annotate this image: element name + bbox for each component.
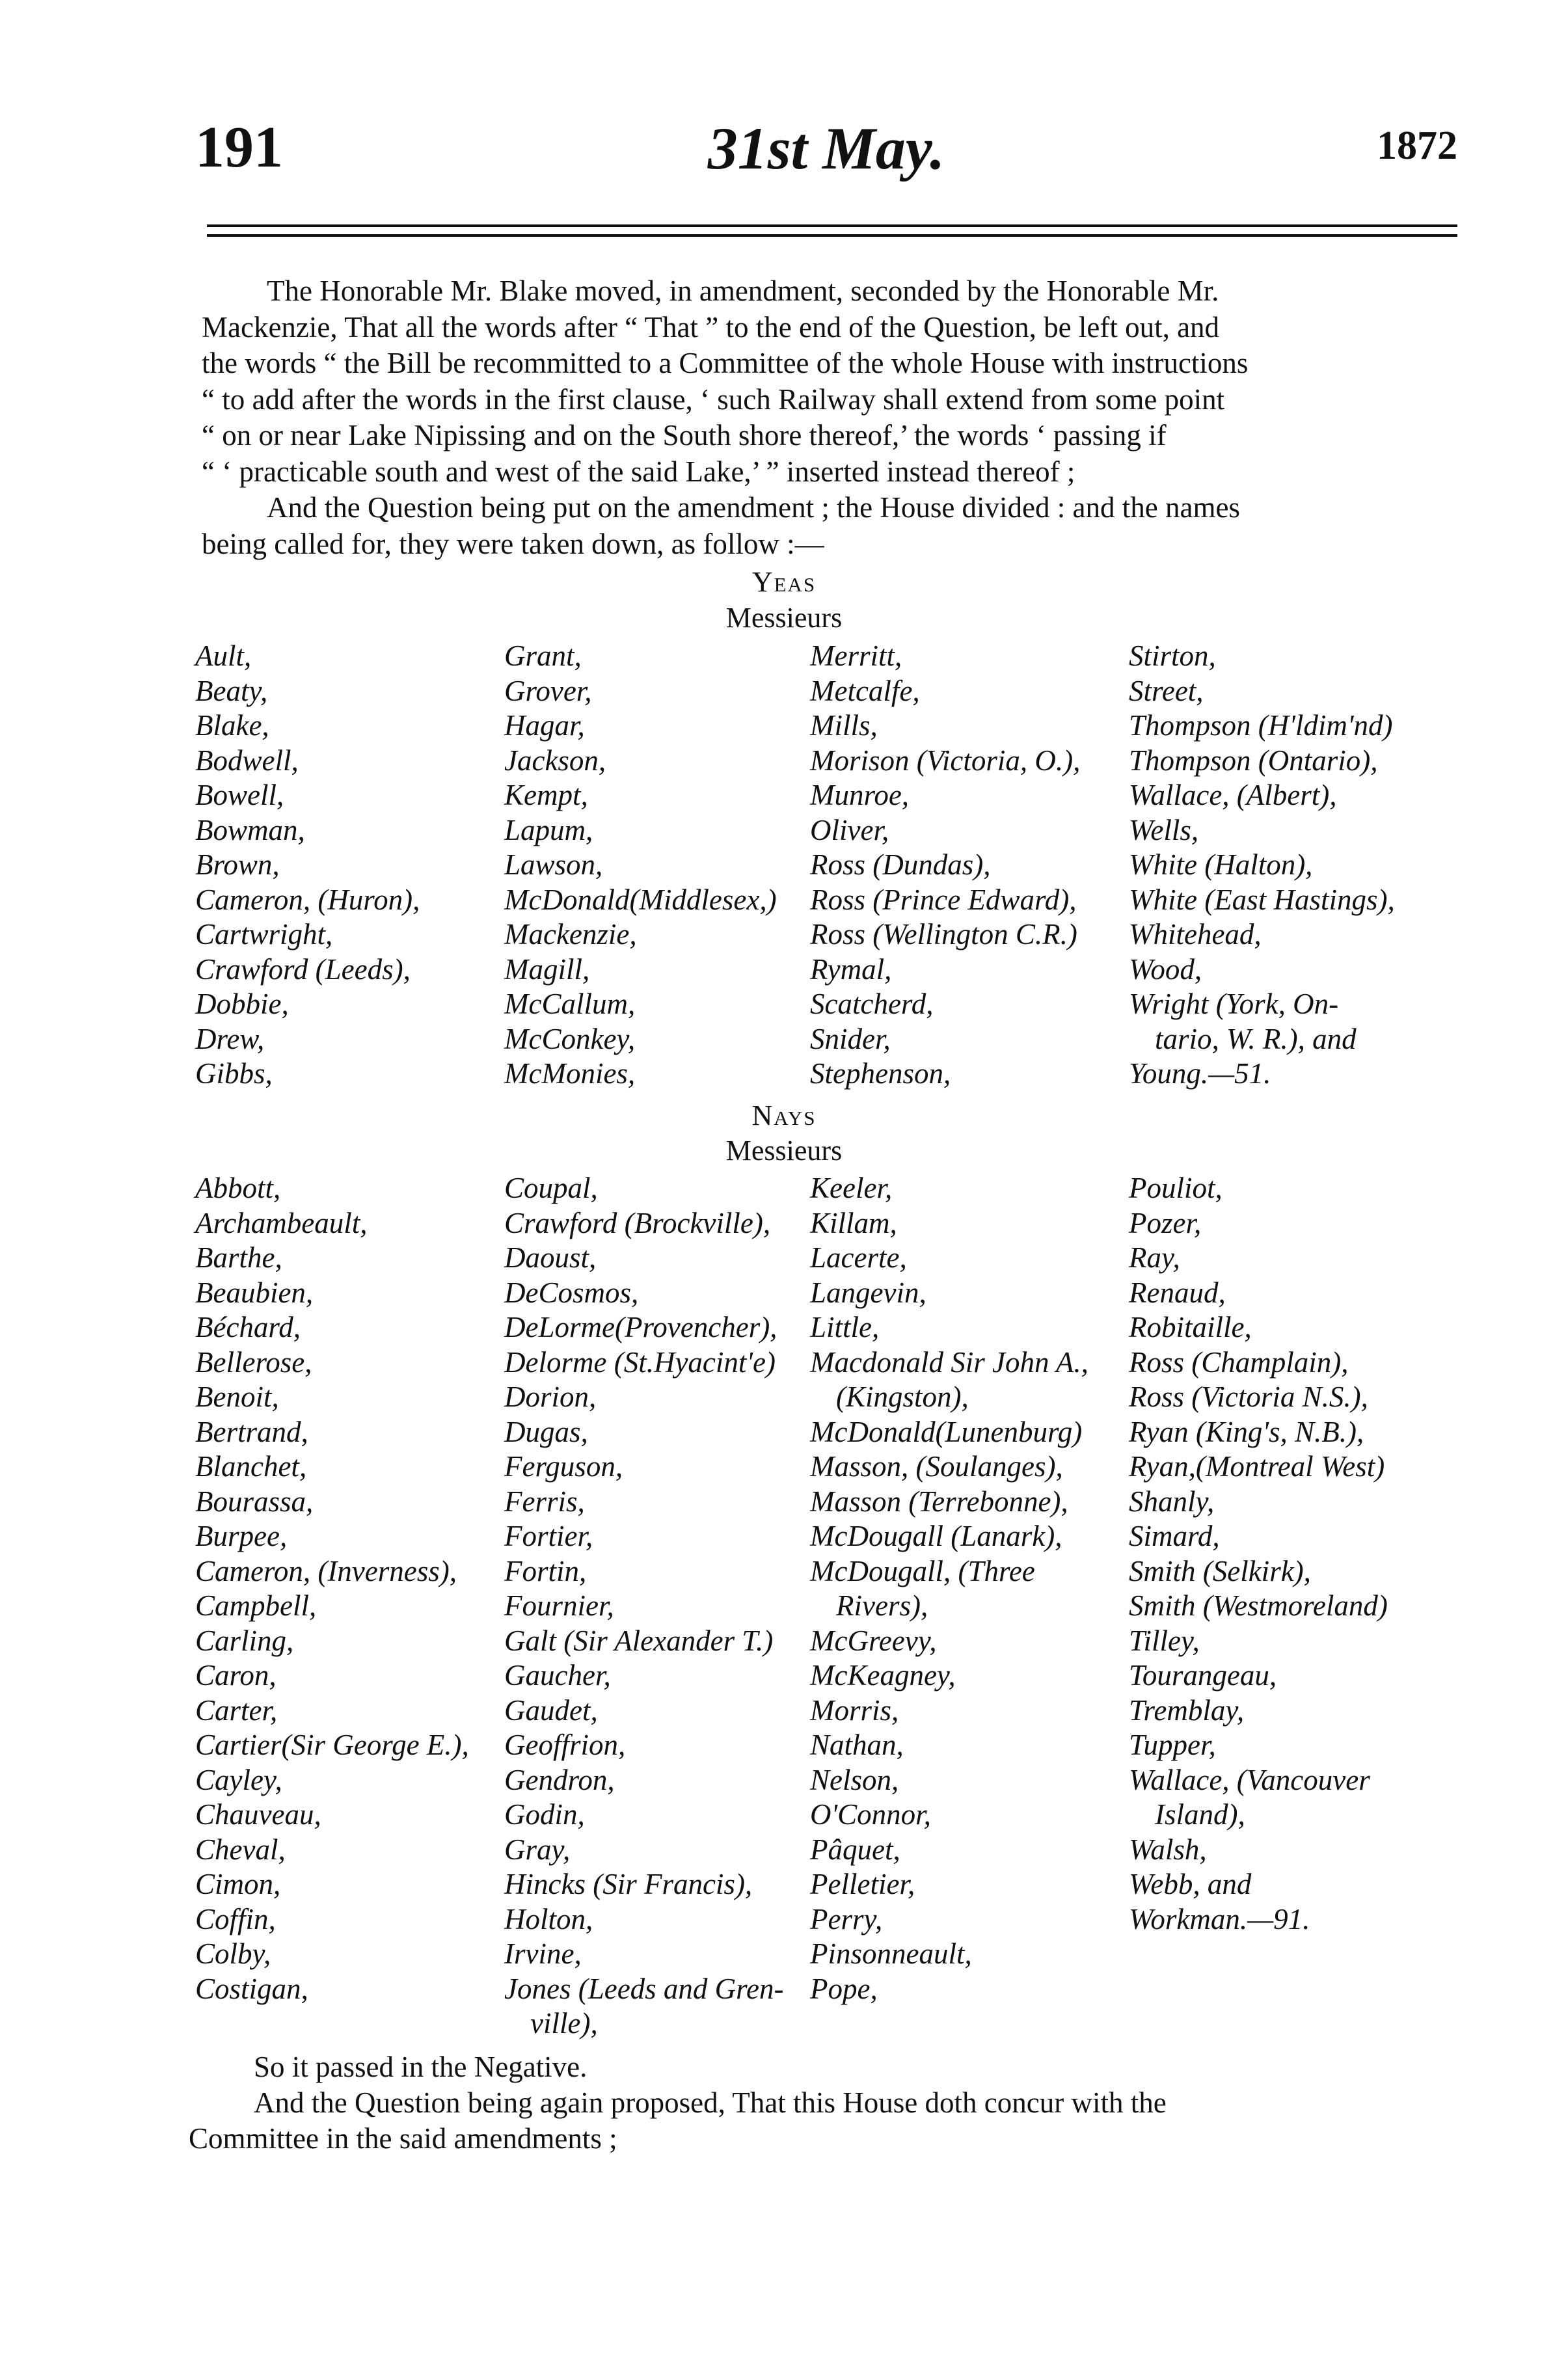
member-name: Abbott, bbox=[195, 1172, 281, 1204]
member-name: Robitaille, bbox=[1129, 1311, 1252, 1343]
yeas-column-2 bbox=[504, 639, 777, 1092]
question-line: being called for, they were taken down, as follow :— bbox=[202, 527, 824, 560]
member-name: Merritt, bbox=[810, 640, 902, 672]
member-name: Ferris, bbox=[504, 1485, 585, 1518]
page-date: 31st May. bbox=[707, 115, 945, 182]
member-name: Lacerte, bbox=[810, 1241, 907, 1274]
member-name: Benoit, bbox=[195, 1381, 279, 1413]
yeas-column-3 bbox=[810, 639, 1080, 1092]
member-name: Killam, bbox=[810, 1206, 897, 1239]
member-name: Barthe, bbox=[195, 1241, 282, 1274]
member-name: Daoust, bbox=[504, 1241, 597, 1274]
yeas-heading: Yeas bbox=[751, 566, 817, 598]
member-name: Nathan, bbox=[810, 1729, 904, 1761]
nays-column-3 bbox=[810, 1171, 1088, 2006]
member-name: Brown, bbox=[195, 848, 280, 881]
member-name: Whitehead, bbox=[1129, 918, 1262, 950]
member-name: McDonald(Middlesex,) bbox=[504, 883, 777, 916]
member-name: Geoffrion, bbox=[504, 1729, 626, 1761]
member-name: ville), bbox=[530, 2007, 598, 2040]
motion-paragraph bbox=[202, 273, 1464, 562]
member-name: Holton, bbox=[504, 1902, 593, 1935]
member-name: Cartwright, bbox=[195, 918, 333, 950]
result-line: So it passed in the Negative. bbox=[254, 2051, 588, 2083]
member-name: Irvine, bbox=[504, 1937, 582, 1970]
nays-column-2 bbox=[504, 1171, 783, 2042]
member-name: Renaud, bbox=[1129, 1276, 1226, 1309]
member-name: Island), bbox=[1155, 1798, 1245, 1831]
member-name: Tourangeau, bbox=[1129, 1659, 1277, 1691]
member-name: Webb, and bbox=[1129, 1868, 1252, 1900]
motion-line: The Honorable Mr. Blake moved, in amendment, seconded by the Honorable Mr. bbox=[267, 275, 1219, 307]
member-name: Beaty, bbox=[195, 674, 268, 707]
member-name: Crawford (Leeds), bbox=[195, 952, 411, 986]
member-name: Wells, bbox=[1129, 813, 1199, 846]
member-name: Rymal, bbox=[810, 952, 892, 986]
member-name: Cimon, bbox=[195, 1868, 281, 1900]
member-name: McGreevy, bbox=[810, 1624, 937, 1657]
member-name: Burpee, bbox=[195, 1520, 288, 1552]
member-name: Hincks (Sir Francis), bbox=[504, 1868, 753, 1900]
member-name: Wood, bbox=[1129, 952, 1202, 986]
member-name: Campbell, bbox=[195, 1589, 317, 1622]
member-name: Thompson (Ontario), bbox=[1129, 744, 1378, 777]
member-name: Grover, bbox=[504, 674, 592, 707]
member-name: Cameron, (Huron), bbox=[195, 883, 420, 916]
member-name: Stirton, bbox=[1129, 640, 1216, 672]
member-name: Carling, bbox=[195, 1624, 294, 1657]
member-name: Ryan,(Montreal West) bbox=[1129, 1450, 1385, 1483]
member-name: Cartier(Sir George E.), bbox=[195, 1729, 469, 1761]
member-name: O'Connor, bbox=[810, 1798, 931, 1831]
member-name: Wallace, (Vancouver bbox=[1129, 1763, 1370, 1796]
member-name: Bourassa, bbox=[195, 1485, 314, 1518]
next-question-line: Committee in the said amendments ; bbox=[189, 2122, 617, 2155]
member-name: Gibbs, bbox=[195, 1057, 273, 1090]
member-name: Beaubien, bbox=[195, 1276, 314, 1309]
member-name: Fortin, bbox=[504, 1554, 587, 1587]
member-name: Wright (York, On- bbox=[1129, 988, 1339, 1020]
member-name: Colby, bbox=[195, 1937, 271, 1970]
member-name: Dorion, bbox=[504, 1381, 597, 1413]
member-name: Keeler, bbox=[810, 1172, 893, 1204]
nays-column-4 bbox=[1129, 1171, 1388, 1937]
yeas-subheading: Messieurs bbox=[725, 602, 843, 634]
member-name: Magill, bbox=[504, 952, 590, 986]
member-name: Pope, bbox=[810, 1972, 878, 2005]
member-name: White (East Hastings), bbox=[1129, 883, 1395, 916]
member-name: Pelletier, bbox=[810, 1868, 915, 1900]
member-name: Lawson, bbox=[504, 848, 603, 881]
member-name: Morison (Victoria, O.), bbox=[810, 744, 1081, 777]
member-name: Metcalfe, bbox=[810, 674, 920, 707]
member-name: Ferguson, bbox=[504, 1450, 623, 1483]
member-name: Ross (Wellington C.R.) bbox=[810, 918, 1077, 950]
member-name: Crawford (Brockville), bbox=[504, 1206, 771, 1239]
member-name: Workman.—91. bbox=[1129, 1902, 1310, 1935]
motion-line: the words “ the Bill be recommitted to a Committee of the whole House with instructions bbox=[202, 347, 1249, 379]
member-name: Smith (Westmoreland) bbox=[1129, 1589, 1388, 1622]
member-name: Pouliot, bbox=[1129, 1172, 1223, 1204]
member-name: Wallace, (Albert), bbox=[1129, 779, 1337, 811]
member-name: Caron, bbox=[195, 1659, 277, 1691]
member-name: Kempt, bbox=[504, 779, 588, 811]
nays-column-1 bbox=[195, 1171, 469, 2006]
member-name: McKeagney, bbox=[810, 1659, 956, 1691]
member-name: Ross (Dundas), bbox=[810, 848, 991, 881]
member-name: McDougall (Lanark), bbox=[810, 1520, 1062, 1552]
member-name: Oliver, bbox=[810, 813, 889, 846]
member-name: Scatcherd, bbox=[810, 988, 934, 1020]
member-name: McMonies, bbox=[504, 1057, 636, 1090]
member-name: Mackenzie, bbox=[504, 918, 637, 950]
member-name: Nelson, bbox=[810, 1763, 899, 1796]
member-name: Thompson (H'ldim'nd) bbox=[1129, 709, 1393, 742]
member-name: Delorme (St.Hyacint'e) bbox=[504, 1345, 776, 1379]
page-number: 191 bbox=[195, 115, 283, 180]
member-name: Gaudet, bbox=[504, 1693, 598, 1727]
motion-line: “ on or near Lake Nipissing and on the South shore thereof,’ the words ‘ passing if bbox=[202, 419, 1167, 451]
member-name: Masson (Terrebonne), bbox=[810, 1485, 1068, 1518]
motion-line: Mackenzie, That all the words after “ That ” to the end of the Question, be left out, and bbox=[202, 310, 1220, 344]
closing-paragraph bbox=[189, 2049, 1464, 2157]
member-name: Walsh, bbox=[1129, 1833, 1207, 1866]
member-name: Blake, bbox=[195, 709, 269, 742]
member-name: Snider, bbox=[810, 1022, 891, 1055]
member-name: Bertrand, bbox=[195, 1415, 308, 1448]
member-name: Tremblay, bbox=[1129, 1693, 1245, 1727]
member-name: Tilley, bbox=[1129, 1624, 1200, 1657]
member-name: Cameron, (Inverness), bbox=[195, 1554, 457, 1587]
member-name: Drew, bbox=[195, 1022, 265, 1055]
member-name: McDonald(Lunenburg) bbox=[810, 1415, 1083, 1448]
page-year: 1872 bbox=[1377, 124, 1457, 168]
member-name: Archambeault, bbox=[195, 1206, 368, 1239]
member-name: Hagar, bbox=[504, 709, 585, 742]
member-name: Bowman, bbox=[195, 813, 305, 846]
member-name: Cheval, bbox=[195, 1833, 286, 1866]
member-name: Béchard, bbox=[195, 1311, 301, 1343]
member-name: Blanchet, bbox=[195, 1450, 307, 1483]
member-name: Galt (Sir Alexander T.) bbox=[504, 1624, 774, 1657]
member-name: Grant, bbox=[504, 640, 582, 672]
member-name: Munroe, bbox=[810, 779, 910, 811]
member-name: Rivers), bbox=[836, 1589, 928, 1622]
member-name: Shanly, bbox=[1129, 1485, 1215, 1518]
member-name: Bodwell, bbox=[195, 744, 299, 777]
member-name: Godin, bbox=[504, 1798, 585, 1831]
yeas-column-4 bbox=[1129, 639, 1395, 1092]
nays-heading: Nays bbox=[751, 1099, 817, 1131]
member-name: Ross (Champlain), bbox=[1129, 1345, 1349, 1379]
member-name: Mills, bbox=[810, 709, 878, 742]
nays-subheading: Messieurs bbox=[725, 1135, 843, 1166]
member-name: Pozer, bbox=[1129, 1206, 1202, 1239]
member-name: tario, W. R.), and bbox=[1155, 1022, 1357, 1055]
member-name: Dobbie, bbox=[195, 988, 289, 1020]
member-name: McConkey, bbox=[504, 1022, 636, 1055]
page-header bbox=[195, 114, 1457, 185]
header-rule-top bbox=[207, 224, 1457, 227]
member-name: Tupper, bbox=[1129, 1729, 1216, 1761]
member-name: Bellerose, bbox=[195, 1345, 312, 1379]
member-name: DeLorme(Provencher), bbox=[504, 1311, 777, 1343]
member-name: Pâquet, bbox=[810, 1833, 900, 1866]
member-name: Little, bbox=[810, 1311, 880, 1343]
member-name: Gaucher, bbox=[504, 1659, 611, 1691]
member-name: Jackson, bbox=[504, 744, 606, 777]
member-name: Dugas, bbox=[504, 1415, 588, 1448]
member-name: Carter, bbox=[195, 1693, 278, 1727]
member-name: (Kingston), bbox=[836, 1381, 969, 1413]
yeas-column-1 bbox=[195, 639, 420, 1092]
member-name: Langevin, bbox=[810, 1276, 926, 1309]
member-name: Fortier, bbox=[504, 1520, 593, 1552]
member-name: Bowell, bbox=[195, 779, 284, 811]
member-name: Fournier, bbox=[504, 1589, 614, 1622]
member-name: McDougall, (Three bbox=[810, 1554, 1035, 1587]
header-rule-bottom bbox=[207, 234, 1457, 237]
member-name: Ault, bbox=[195, 640, 252, 672]
member-name: Ross (Prince Edward), bbox=[810, 883, 1077, 916]
motion-line: “ to add after the words in the first clause, ‘ such Railway shall extend from some point bbox=[202, 383, 1225, 416]
member-name: Ross (Victoria N.S.), bbox=[1129, 1381, 1368, 1413]
member-name: Young.—51. bbox=[1129, 1057, 1271, 1090]
next-question-line: And the Question being again proposed, That this House doth concur with the bbox=[254, 2086, 1167, 2119]
member-name: White (Halton), bbox=[1129, 848, 1313, 881]
motion-line: “ ‘ practicable south and west of the said Lake,’ ” inserted instead thereof ; bbox=[202, 455, 1075, 488]
member-name: Street, bbox=[1129, 674, 1204, 707]
member-name: Macdonald Sir John A., bbox=[810, 1345, 1088, 1379]
member-name: Ryan (King's, N.B.), bbox=[1129, 1415, 1364, 1448]
member-name: Cayley, bbox=[195, 1763, 282, 1796]
member-name: Stephenson, bbox=[810, 1057, 951, 1090]
member-name: DeCosmos, bbox=[504, 1276, 639, 1309]
member-name: McCallum, bbox=[504, 988, 636, 1020]
member-name: Chauveau, bbox=[195, 1798, 321, 1831]
member-name: Gray, bbox=[504, 1833, 571, 1866]
member-name: Morris, bbox=[810, 1693, 899, 1727]
member-name: Jones (Leeds and Gren- bbox=[504, 1972, 784, 2005]
member-name: Lapum, bbox=[504, 813, 593, 846]
member-name: Ray, bbox=[1129, 1241, 1180, 1274]
member-name: Gendron, bbox=[504, 1763, 615, 1796]
member-name: Masson, (Soulanges), bbox=[810, 1450, 1063, 1483]
member-name: Smith (Selkirk), bbox=[1129, 1554, 1311, 1587]
member-name: Coupal, bbox=[504, 1172, 598, 1204]
member-name: Costigan, bbox=[195, 1972, 308, 2005]
member-name: Perry, bbox=[810, 1902, 883, 1935]
question-line: And the Question being put on the amendment ; the House divided : and the names bbox=[267, 491, 1240, 524]
member-name: Coffin, bbox=[195, 1902, 276, 1935]
member-name: Simard, bbox=[1129, 1520, 1220, 1552]
member-name: Pinsonneault, bbox=[810, 1937, 972, 1970]
